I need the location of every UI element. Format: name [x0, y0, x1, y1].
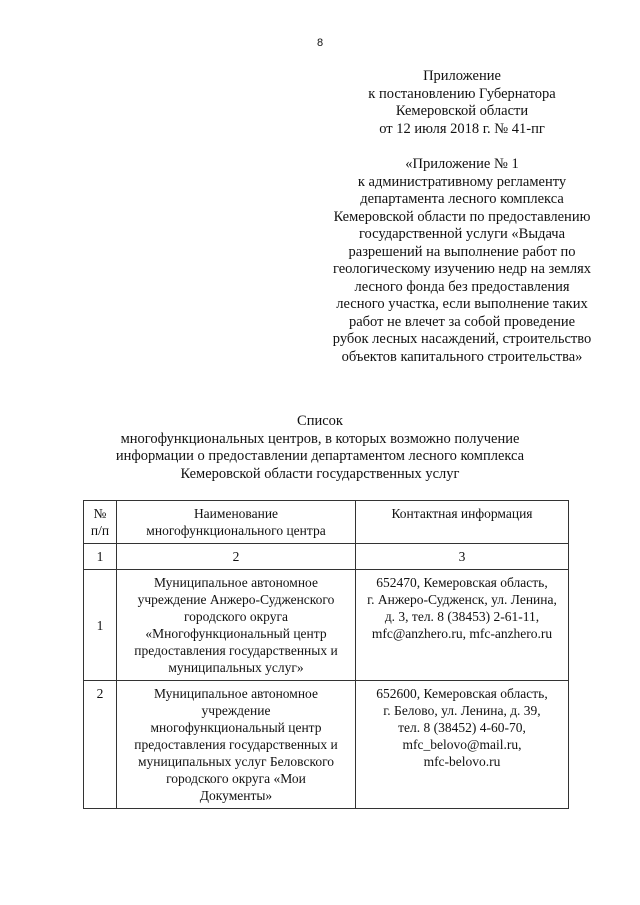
row-number: 2: [84, 681, 117, 809]
appendix-quote-line: Кемеровской области по предоставлению: [333, 208, 591, 225]
appendix-quote-line: работ не влечет за собой проведение: [348, 313, 576, 330]
appendix-quote-line: разрешений на выполнение работ по: [348, 243, 576, 260]
row-name: Муниципальное автономное учреждение многофункциональный центр предоставления государственных и муниципальных услуг Беловского городского округа «Мои Документы»: [117, 681, 356, 809]
appendix-quote-line: рубок лесных насаждений, строительство: [332, 331, 592, 347]
table-row: [84, 681, 569, 809]
row-contact: 652600, Кемеровская область, г. Белово, ул. Ленина, д. 39, тел. 8 (38452) 4-60-70, mfc_belovo@mail.ru, mfc-belovo.ru: [356, 681, 569, 809]
list-title-line: Список: [297, 413, 343, 429]
appendix-quote-line: департамента лесного комплекса: [360, 191, 564, 207]
table-row: [84, 570, 569, 681]
header-name: Наименование многофункционального центра: [117, 501, 356, 544]
appendix-header: [322, 68, 602, 138]
appendix-quote-line: геологическому изучению недр на землях: [332, 261, 591, 277]
appendix-quote: [302, 156, 622, 366]
appendix-quote-line: «Приложение № 1: [405, 156, 519, 172]
appendix-line: Кемеровской области: [395, 103, 529, 119]
list-title-line: информации о предоставлении департаментом лесного комплекса: [115, 448, 525, 464]
appendix-quote-line: государственной услуги «Выдача: [358, 226, 566, 242]
appendix-quote-line: к административному регламенту: [357, 173, 567, 190]
numbering-cell: 1: [84, 544, 117, 570]
appendix-line: Приложение: [423, 68, 501, 84]
numbering-cell: 3: [356, 544, 569, 570]
header-contact: Контактная информация: [356, 501, 569, 544]
row-name: Муниципальное автономное учреждение Анжеро-Судженского городского округа «Многофункциональный центр предоставления государственных и муниципальных услуг»: [117, 570, 356, 681]
appendix-line: к постановлению Губернатора: [368, 85, 556, 102]
appendix-line: от 12 июля 2018 г. № 41-пг: [379, 120, 545, 137]
numbering-cell: 2: [117, 544, 356, 570]
mfc-table: [83, 500, 569, 809]
list-title-line: Кемеровской области государственных услуг: [180, 465, 460, 482]
row-contact: 652470, Кемеровская область, г. Анжеро-Судженск, ул. Ленина, д. 3, тел. 8 (38453) 2-61-11, mfc@anzhero.ru, mfc-anzhero.ru: [356, 570, 569, 681]
list-title-line: многофункциональных центров, в которых возможно получение: [120, 430, 520, 447]
header-number: № п/п: [84, 501, 117, 544]
table-numbering-row: [84, 544, 569, 570]
list-title: [0, 413, 640, 483]
appendix-quote-line: лесного фонда без предоставления: [354, 278, 570, 295]
appendix-quote-line: объектов капитального строительства»: [341, 348, 583, 365]
appendix-quote-line: лесного участка, если выполнение таких: [336, 296, 588, 312]
table-header-row: [84, 501, 569, 544]
row-number: 1: [84, 570, 117, 681]
page-number: 8: [316, 37, 324, 49]
